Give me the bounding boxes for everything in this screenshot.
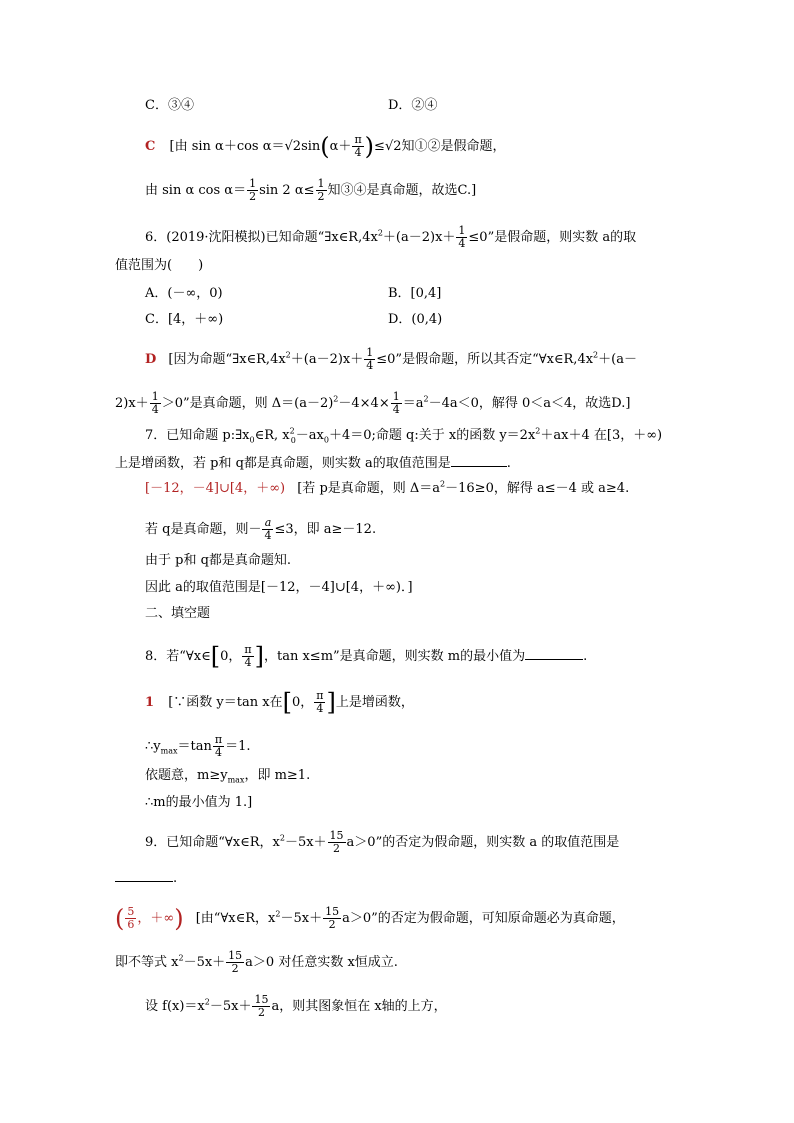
solution-7-line-4: 因此 a的取值范围是[－12，－4]∪[4，＋∞)．]	[145, 580, 413, 595]
solution-7-line-3: 由于 p和 q都是真命题知.	[145, 553, 292, 568]
question-7-line-2: 上是增函数，若 p和 q都是真命题，则实数 a的取值范围是 .	[115, 456, 511, 471]
question-8: 8．若“∀x∈[0， $\frac{\pi}{4}$ ]，tan x≤m”是真命题，则实数 m的最小值为 .	[145, 642, 588, 671]
option-c: C．③④	[145, 98, 194, 113]
question-9-line-1: 9．已知命题“∀x∈R，$x^2-5x+$ $\frac{15}{2}$ a＞0”的否定为假命题，则实数 a 的取值范围是	[145, 829, 620, 855]
option-6a: A．(－∞，0)	[145, 286, 223, 301]
answer-blank-9[interactable]	[115, 869, 173, 882]
section-heading: 二、填空题	[145, 606, 211, 621]
solution-9-line-1: ( $\frac{5}{6}$ ，＋∞) [由“∀x∈R，$x^2-5x+$ $\frac{15}{2}$ a＞0”的否定为假命题，可知原命题必为真命题，	[115, 904, 625, 933]
question-6-line-2: 值范围为( )	[115, 258, 204, 273]
solution-9-line-2: 即不等式 $x^2-5x+$ $\frac{15}{2}$ a＞0 对任意实数 x恒成立.	[115, 949, 398, 975]
answer-blank[interactable]	[451, 454, 507, 467]
answer-key: C	[145, 139, 156, 154]
fraction-pi-4: $\frac{\pi}{4}$	[354, 133, 362, 159]
question-7-line-1: 7．已知命题 $p:\exists x_0\in R$, $x^2_0-ax_0+4=0$;命题 q:关于 x的函数 $y=2x^2+ax+4$ 在[3，＋∞)	[145, 426, 663, 445]
question-9-line-2: .	[115, 869, 177, 887]
solution-6-line-1: D [因为命题“$\exists x\in R,4x^2+(a-2)x+$ $\frac{1}{4}$ ≤0”是假命题，所以其否定“$\forall x\in R,4x^2+(a-$	[145, 346, 637, 372]
solution-8-line-3: 依题意，$m\ge y_{max}$，即 m≥1.	[145, 768, 311, 785]
solution-7-line-2: 若 q是真命题，则－ $\frac{a}{4}$ ≤3，即 a≥－12.	[145, 516, 377, 542]
answer-7: [－12，－4]∪[4，＋∞)	[145, 481, 286, 496]
solution-7-line-1: [－12，－4]∪[4，＋∞) [若 p是真命题，则 $\Delta=a^2-16\ge 0$，解得 a≤－4 或 a≥4.	[145, 479, 630, 496]
option-6c: C．[4，＋∞)	[145, 312, 224, 327]
solution-5-line-1: C [由 sin α＋cos α＝√2sin(α＋ $\frac{\pi}{4}$ )≤√2知①②是假命题，	[145, 132, 506, 161]
solution-5-line-2: 由 sin α cos α＝ $\frac{1}{2}$ sin 2 α≤ $\frac{1}{2}$ 知③④是真命题，故选C.]	[145, 177, 477, 203]
solution-8-line-4: ∴m的最小值为 1.]	[145, 795, 253, 810]
solution-6-line-2: 2)x＋ $\frac{1}{4}$ ＞0”是真命题，则 $\Delta=(a-2)^2-4\times 4\times$ $\frac{1}{4}$ $=a^2-4a<0$，解得 0＜a＜4，故选D.]	[115, 390, 631, 416]
solution-8-line-1: 1 [∵函数 y＝tan x在[0， $\frac{\pi}{4}$ ]上是增函数，	[145, 688, 414, 717]
question-6-line-1: 6．(2019·沈阳模拟)已知命题“$\exists x\in R,4x^2+(a-2)x+$ $\frac{1}{4}$ ≤0”是假命题，则实数 a的取	[145, 224, 637, 250]
solution-9-line-3: 设 $f(x)=x^2-5x+$ $\frac{15}{2}$ a，则其图象恒在 x轴的上方，	[145, 993, 447, 1019]
answer-blank-8[interactable]	[525, 647, 583, 660]
solution-8-line-2: $\therefore y_{max}=\tan$ $\frac{\pi}{4}$ ＝1.	[145, 733, 251, 759]
option-d: D．②④	[388, 98, 438, 113]
option-6b: B．[0,4]	[388, 286, 442, 301]
option-6d: D．(0,4)	[388, 312, 443, 327]
